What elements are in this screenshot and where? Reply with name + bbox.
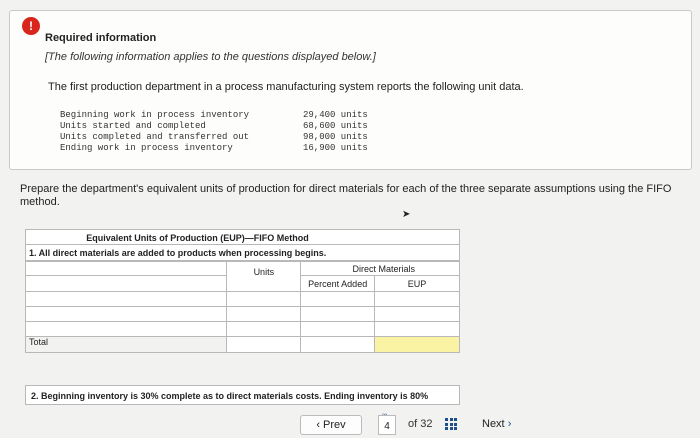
alert-icon: ! — [22, 17, 40, 35]
required-info-panel — [9, 10, 692, 170]
unit-label: Units started and completed — [60, 121, 206, 131]
units-input[interactable] — [227, 307, 301, 322]
unit-label: Ending work in process inventory — [60, 143, 233, 153]
page-count: of 32 — [408, 418, 433, 430]
percent-added-input[interactable] — [301, 322, 375, 337]
unit-row — [60, 143, 390, 154]
table-row — [26, 322, 460, 337]
unit-value: 29,400 units — [303, 110, 368, 120]
unit-row — [60, 121, 390, 132]
eup-worksheet — [25, 229, 460, 353]
required-info-title: Required information — [45, 32, 157, 44]
unit-row — [60, 110, 390, 121]
table-row — [26, 292, 460, 307]
units-header: Units — [227, 262, 301, 292]
required-info-subtitle: [The following information applies to the questions displayed below.] — [45, 51, 376, 63]
table-row — [26, 307, 460, 322]
description-select[interactable] — [26, 292, 227, 307]
next-label: Next — [482, 418, 505, 430]
unit-value: 68,600 units — [303, 121, 368, 131]
intro-text: The first production department in a process manufacturing system reports the following unit data. — [48, 81, 524, 93]
eup-input[interactable] — [375, 292, 460, 307]
grid-icon[interactable] — [445, 418, 457, 430]
next-button[interactable] — [482, 415, 530, 433]
pagination-bar — [300, 415, 550, 433]
prev-label: Prev — [323, 419, 346, 431]
question-prompt: Prepare the department's equivalent units of production for direct materials for each of the three separate assumptions using the FIFO method. — [20, 183, 672, 208]
eup-table — [25, 261, 460, 353]
eup-table-title: Equivalent Units of Production (EUP)—FIFO Method — [25, 229, 460, 245]
units-input[interactable] — [227, 292, 301, 307]
eup-input[interactable] — [375, 322, 460, 337]
total-row — [26, 337, 460, 353]
chevron-left-icon: ‹ — [316, 419, 320, 431]
case-1-label: 1. All direct materials are added to products when processing begins. — [25, 245, 460, 261]
unit-data-table — [60, 110, 390, 154]
percent-added-input[interactable] — [301, 307, 375, 322]
total-label: Total — [26, 337, 227, 353]
total-percent-cell — [301, 337, 375, 353]
case-2-label: 2. Beginning inventory is 30% complete as to direct materials costs. Ending inventory is 80% — [25, 385, 460, 405]
description-select[interactable] — [26, 307, 227, 322]
eup-input[interactable] — [375, 307, 460, 322]
eup-header: EUP — [375, 276, 460, 292]
prev-button[interactable] — [300, 415, 362, 435]
unit-value: 16,900 units — [303, 143, 368, 153]
units-input[interactable] — [227, 322, 301, 337]
unit-value: 98,000 units — [303, 132, 368, 142]
mouse-cursor-icon: ➤ — [402, 209, 411, 220]
total-eup-cell — [375, 337, 460, 353]
direct-materials-header: Direct Materials — [301, 262, 460, 276]
blank-header-cell — [26, 262, 227, 276]
unit-label: Units completed and transferred out — [60, 132, 250, 142]
percent-added-input[interactable] — [301, 292, 375, 307]
chevron-right-icon: › — [507, 418, 512, 430]
unit-label: Beginning work in process inventory — [60, 110, 250, 120]
total-units-cell — [227, 337, 301, 353]
percent-added-header: Percent Added — [301, 276, 375, 292]
blank-header-cell — [26, 276, 227, 292]
description-select[interactable] — [26, 322, 227, 337]
unit-row — [60, 132, 390, 143]
page-number-input[interactable]: 4 — [378, 415, 396, 435]
